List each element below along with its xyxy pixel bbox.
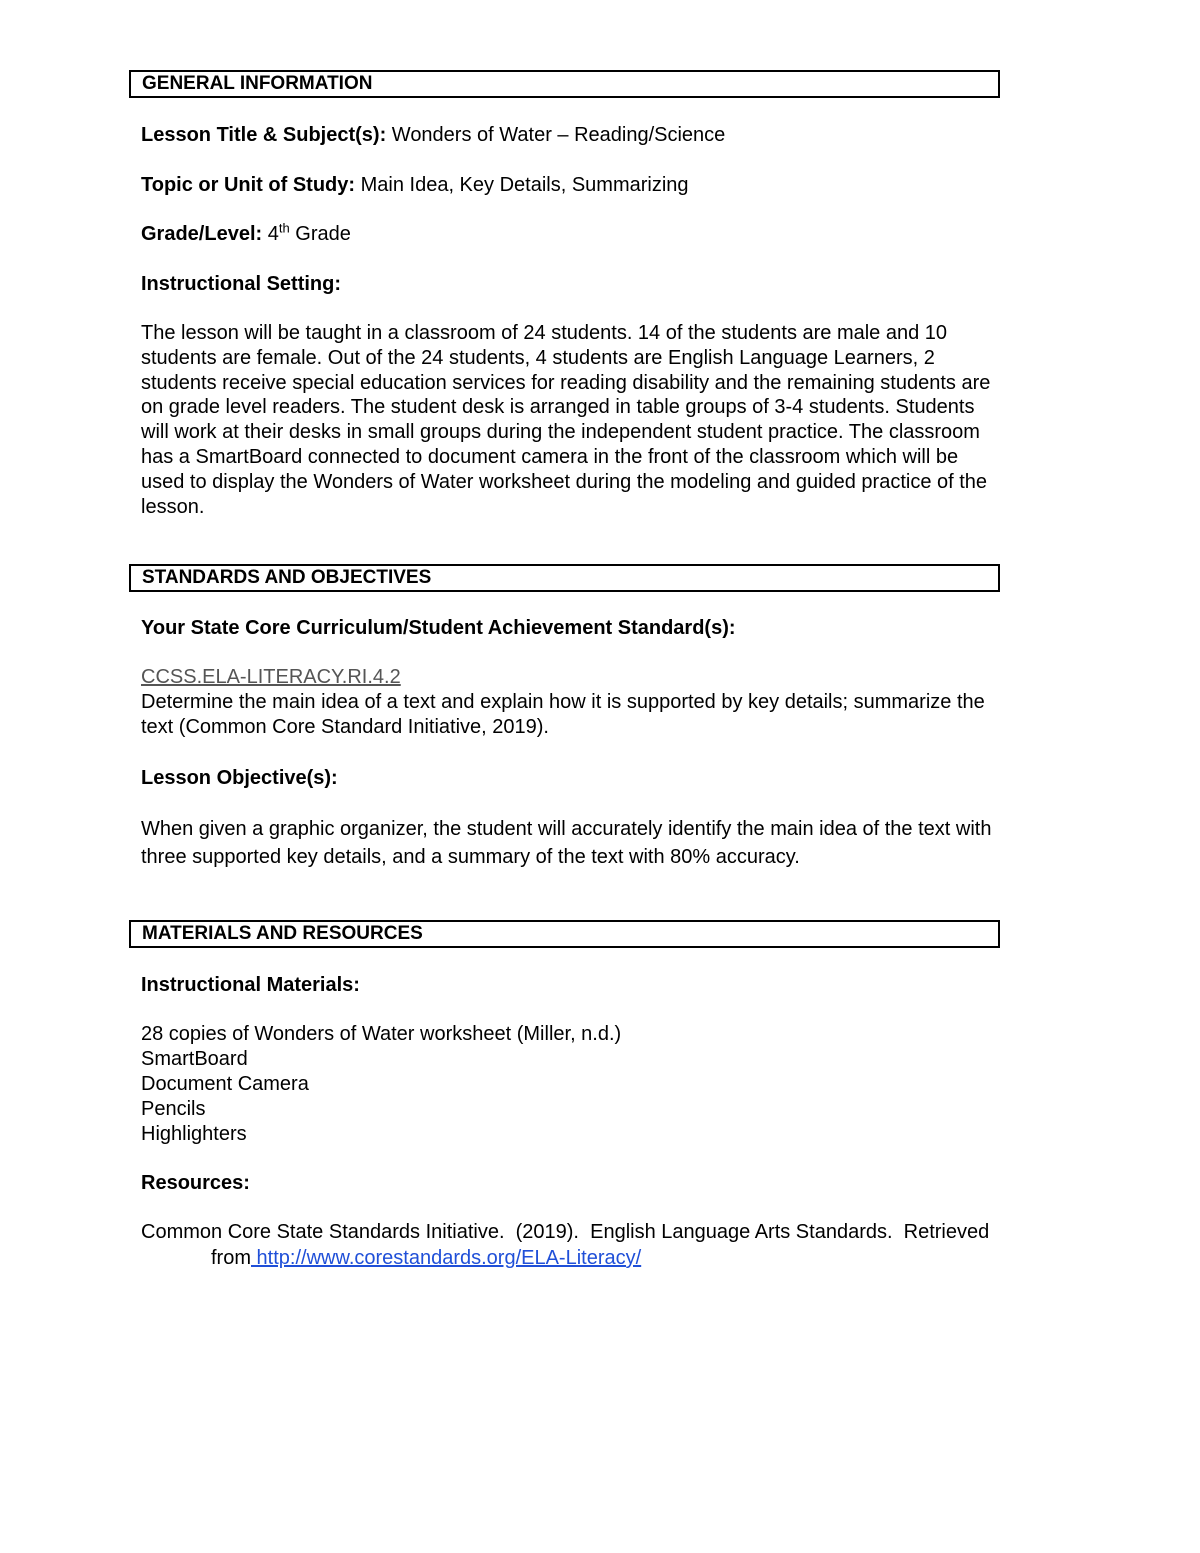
lesson-title-label: Lesson Title & Subject(s): — [141, 124, 387, 146]
section-heading: MATERIALS AND RESOURCES — [142, 923, 423, 944]
paragraph-line: three supported key details, and a summary of the text with 80% accuracy. — [141, 846, 800, 868]
paragraph-line: Determine the main idea of a text and explain how it is supported by key details; summarize the — [141, 691, 985, 713]
grade-suffix: th — [278, 220, 290, 236]
paragraph-line: When given a graphic organizer, the student will accurately identify the main idea of the text with — [141, 818, 992, 840]
resource-citation-line1: Common Core State Standards Initiative. (2019). English Language Arts Standards. Retrieved — [141, 1221, 990, 1243]
paragraph-line: students are female. Out of the 24 students, 4 students are English Language Learners, 2 — [141, 346, 935, 369]
paragraph-line: will work at their desks in small groups during the independent student practice. The classroom — [141, 421, 980, 444]
topic-value: Main Idea, Key Details, Summarizing — [360, 174, 689, 196]
resources-label: Resources: — [141, 1172, 250, 1194]
lesson-objective-text — [141, 815, 1071, 871]
list-item: Document Camera — [141, 1073, 309, 1095]
paragraph-line: on grade level readers. The student desk is arranged in table groups of 3-4 students. Students — [141, 396, 975, 419]
materials-resources-header — [129, 920, 1000, 948]
standards-objectives-header — [129, 564, 1000, 592]
list-item: 28 copies of Wonders of Water worksheet (Miller, n.d.) — [141, 1023, 622, 1045]
core-standard-label: Your State Core Curriculum/Student Achievement Standard(s): — [141, 617, 736, 639]
grade-word: Grade — [295, 223, 351, 245]
resource-citation-line2 — [211, 1246, 641, 1270]
section-heading: STANDARDS AND OBJECTIVES — [142, 567, 432, 588]
list-item: Pencils — [141, 1098, 206, 1120]
section-heading: GENERAL INFORMATION — [142, 73, 373, 94]
instructional-materials-label: Instructional Materials: — [141, 974, 360, 996]
paragraph-line: lesson. — [141, 495, 205, 518]
paragraph-line: students receive special education services for reading disability and the remaining students are — [141, 371, 991, 394]
grade-line — [141, 222, 351, 246]
paragraph-line: The lesson will be taught in a classroom of 24 students. 14 of the students are male and 10 — [141, 322, 948, 344]
resource-url-link[interactable]: http://www.corestandards.org/ELA-Literacy/ — [251, 1247, 642, 1269]
lesson-objective-label: Lesson Objective(s): — [141, 767, 338, 789]
standard-code-link[interactable] — [141, 665, 401, 689]
lesson-title-value: Wonders of Water – Reading/Science — [391, 124, 726, 146]
topic-line — [141, 173, 689, 197]
instructional-setting-paragraph — [141, 321, 1071, 519]
standard-description — [141, 690, 1071, 740]
paragraph-line: text (Common Core Standard Initiative, 2019). — [141, 715, 549, 738]
standard-code[interactable]: CCSS.ELA-LITERACY.RI.4.2 — [141, 666, 401, 688]
instructional-setting-label: Instructional Setting: — [141, 273, 341, 295]
lesson-title-line — [141, 123, 725, 147]
general-information-header — [129, 70, 1000, 98]
paragraph-line: has a SmartBoard connected to document camera in the front of the classroom which will be — [141, 445, 959, 468]
grade-label: Grade/Level: — [141, 223, 263, 245]
paragraph-line: used to display the Wonders of Water worksheet during the modeling and guided practice of the — [141, 470, 988, 493]
materials-list — [141, 1022, 1071, 1147]
grade-number: 4 — [267, 223, 279, 245]
resource-from: from — [211, 1247, 251, 1269]
list-item: SmartBoard — [141, 1048, 248, 1070]
list-item: Highlighters — [141, 1123, 247, 1145]
topic-label: Topic or Unit of Study: — [141, 174, 356, 196]
